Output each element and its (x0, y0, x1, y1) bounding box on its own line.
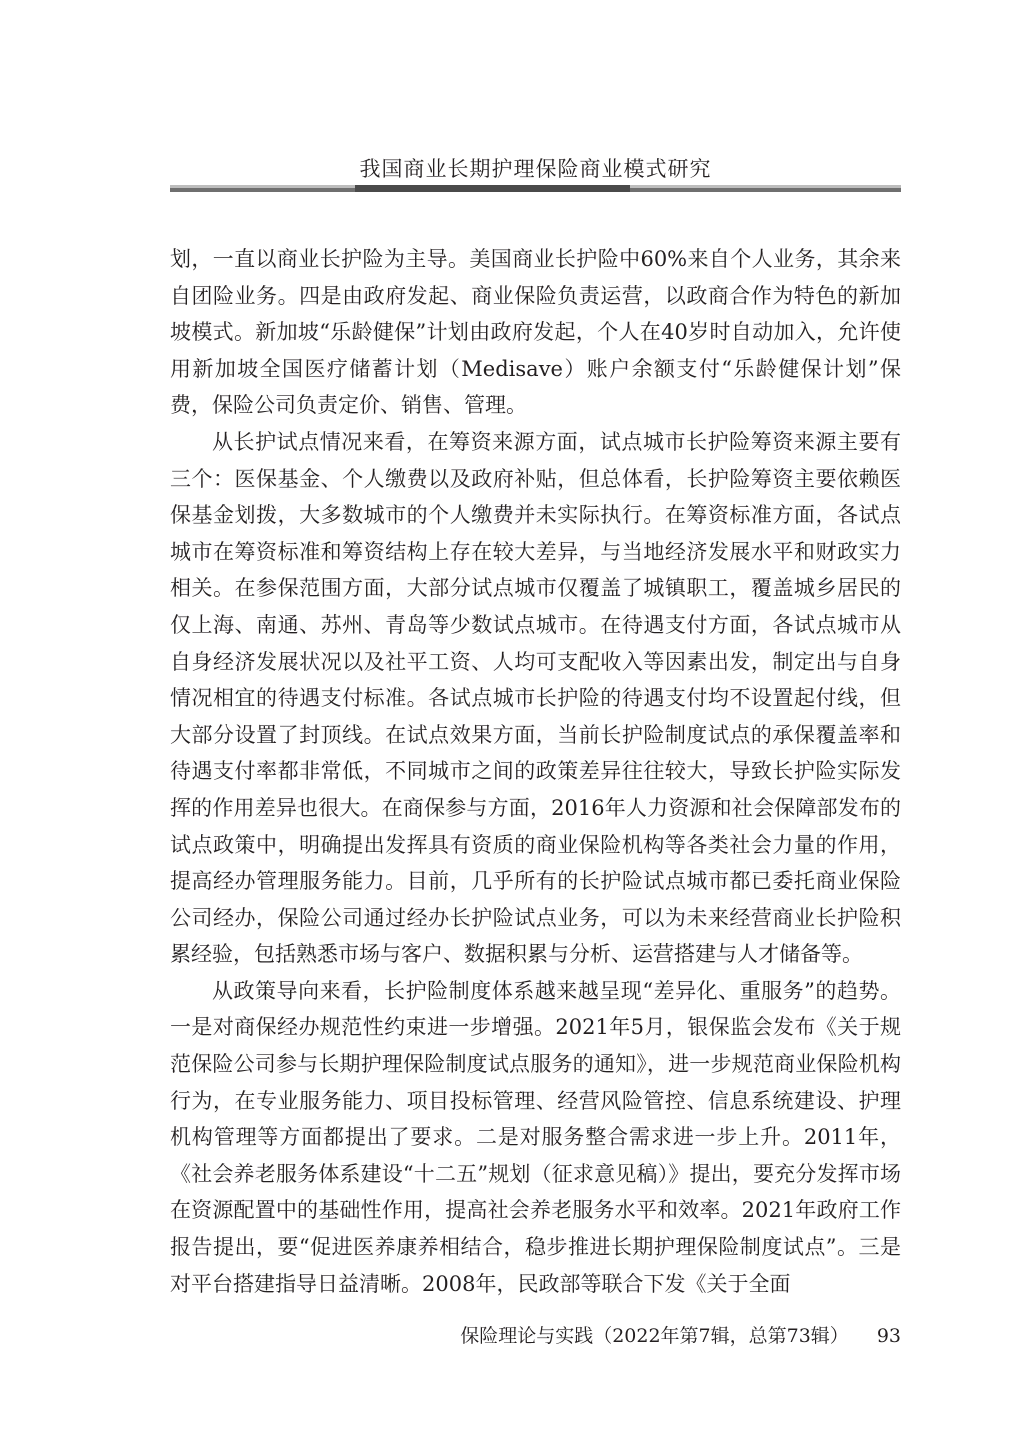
running-header-title: 我国商业长期护理保险商业模式研究 (359, 157, 712, 181)
page-number: 93 (876, 1325, 901, 1347)
paragraph-2: 从长护试点情况来看，在筹资来源方面，试点城市长护险筹资来源主要有三个：医保基金、个人缴费以及政府补贴，但总体看，长护险筹资主要依赖医保基金划拨，大多数城市的个人缴费并未实际执行。在筹资标准方面，各试点城市在筹资标准和筹资结构上存在较大差异，与当地经济发展水平和财政实力相关。在参保范围方面，大部分试点城市仅覆盖了城镇职工，覆盖城乡居民的仅上海、南通、苏州、青岛等少数试点城市。在待遇支付方面，各试点城市从自身经济发展状况以及社平工资、人均可支配收入等因素出发，制定出与自身情况相宜的待遇支付标准。各试点城市长护险的待遇支付均不设置起付线，但大部分设置了封顶线。在试点效果方面，当前长护险制度试点的承保覆盖率和待遇支付率都非常低，不同城市之间的政策差异往往较大，导致长护险实际发挥的作用差异也很大。在商保参与方面，2016年人力资源和社会保障部发布的试点政策中，明确提出发挥具有资质的商业保险机构等各类社会力量的作用，提高经办管理服务能力。目前，几乎所有的长护险试点城市都已委托商业保险公司经办，保险公司通过经办长护险试点业务，可以为未来经营商业长护险积累经验，包括熟悉市场与客户、数据积累与分析、运营搭建与人才储备等。 (170, 429, 901, 967)
body-text (170, 241, 901, 1302)
header-rule-accent (355, 185, 630, 192)
paragraph-3: 从政策导向来看，长护险制度体系越来越呈现“差异化、重服务”的趋势。一是对商保经办规范性约束进一步增强。2021年5月，银保监会发布《关于规范保险公司参与长期护理保险制度试点服务的通知》，进一步规范商业保险机构行为，在专业服务能力、项目投标管理、经营风险管控、信息系统建设、护理机构管理等方面都提出了要求。二是对服务整合需求进一步上升。2011年，《社会养老服务体系建设“十二五”规划（征求意见稿）》提出，要充分发挥市场在资源配置中的基础性作用，提高社会养老服务水平和效率。2021年政府工作报告提出，要“促进医养康养相结合，稳步推进长期护理保险制度试点”。三是对平台搭建指导日益清晰。2008年，民政部等联合下发《关于全面 (170, 978, 901, 1296)
running-footer (400, 1320, 901, 1352)
journal-citation: 保险理论与实践（2022年第7辑，总第73辑） (460, 1325, 849, 1347)
paragraph-1: 划，一直以商业长护险为主导。美国商业长护险中60%来自个人业务，其余来自团险业务。四是由政府发起、商业保险负责运营，以政商合作为特色的新加坡模式。新加坡“乐龄健保”计划由政府发起，个人在40岁时自动加入，允许使用新加坡全国医疗储蓄计划（Medisave）账户余额支付“乐龄健保计划”保费，保险公司负责定价、销售、管理。 (170, 247, 901, 418)
